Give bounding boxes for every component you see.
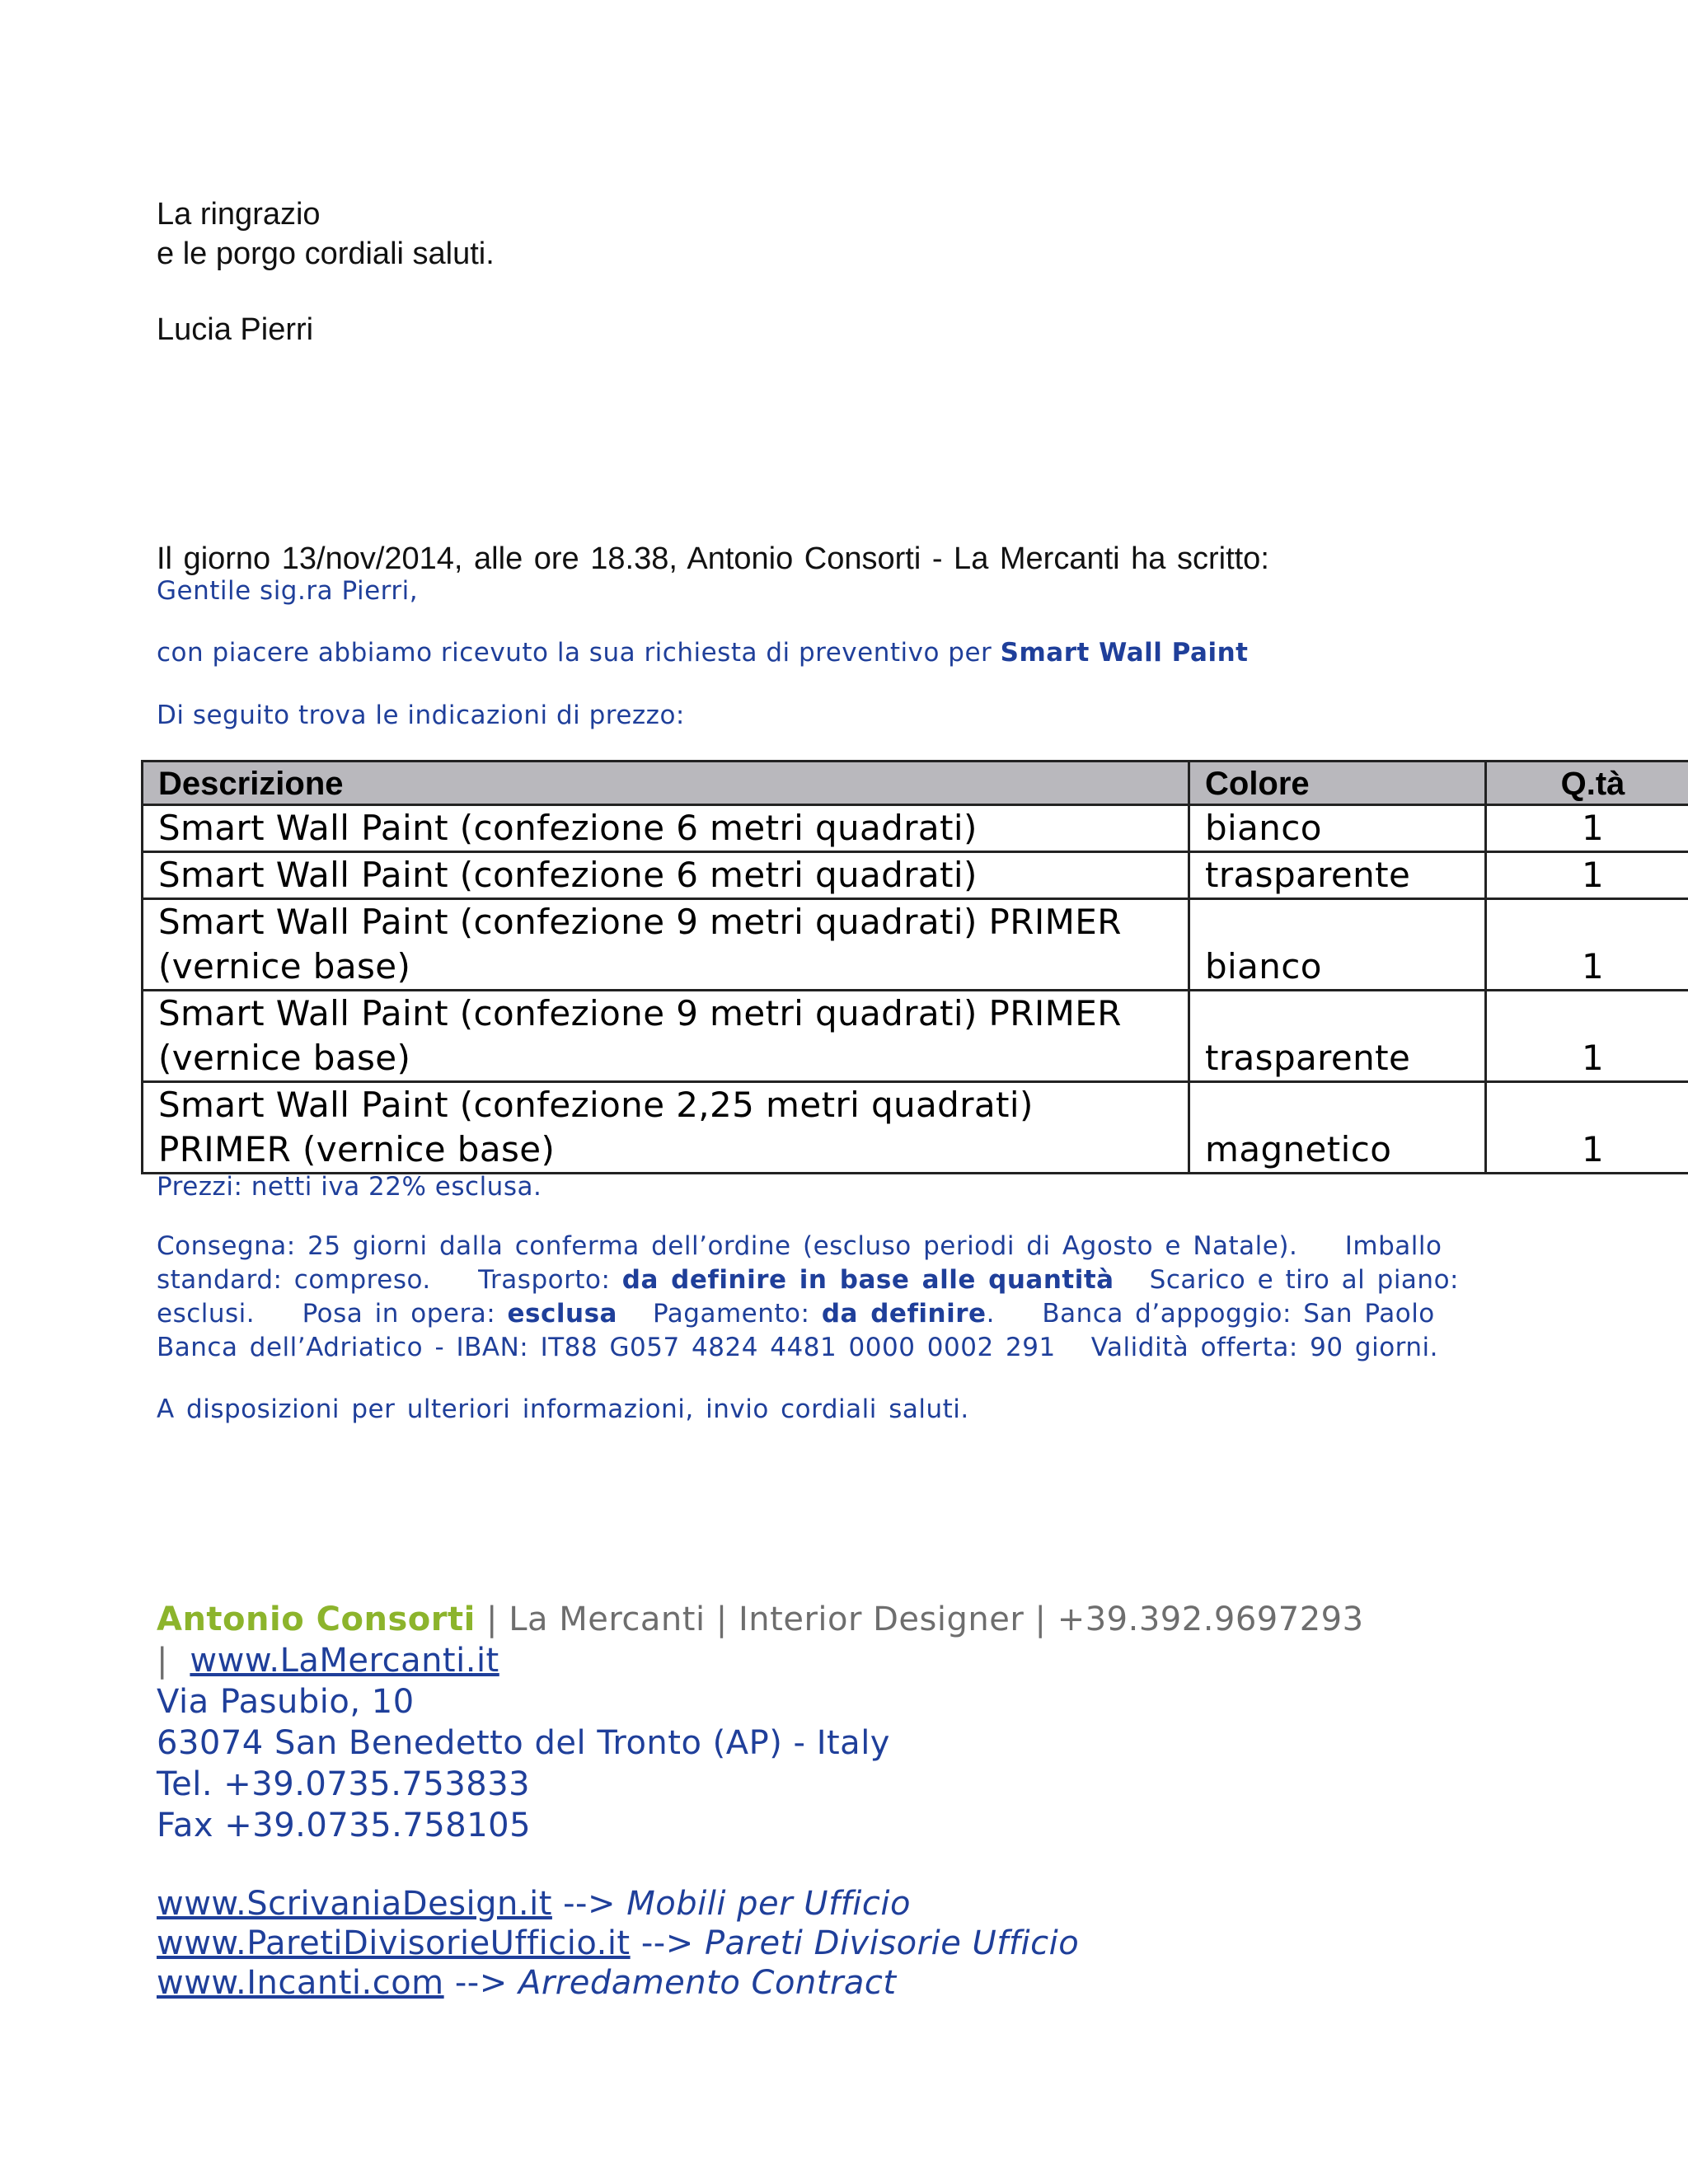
links-block — [157, 1884, 1079, 2003]
terms-closing: A disposizioni per ulteriori informazioni, invio cordiali saluti. — [157, 1394, 969, 1424]
sender-name: Antonio Consorti — [157, 1601, 476, 1638]
table-row — [143, 991, 1688, 1082]
header-quantity: Q.tà — [1486, 762, 1688, 805]
row-quantity: 1 — [1486, 899, 1688, 991]
row-quantity: 1 — [1486, 805, 1688, 852]
header-color: Colore — [1189, 762, 1486, 805]
row-description: Smart Wall Paint (confezione 9 metri quadrati) PRIMER (vernice base) — [143, 991, 1189, 1082]
terms-validity: Validità offerta: 90 giorni. — [1090, 1333, 1438, 1362]
terms-bank: Banca d’appoggio: San Paolo Banca dell’Adriatico - IBAN: IT88 G057 4824 4481 0000 0002 291 — [157, 1299, 1435, 1362]
table-row — [143, 805, 1688, 852]
terms-packaging: Imballo standard: compreso. — [157, 1231, 1442, 1295]
row-quantity: 1 — [1486, 1082, 1688, 1174]
sender-website-link[interactable]: www.LaMercanti.it — [190, 1642, 499, 1680]
link-label: Pareti Divisorie Ufficio — [704, 1924, 1080, 1962]
prices-note: Prezzi: netti iva 22% esclusa. — [157, 1172, 542, 1202]
price-table — [141, 760, 1688, 1174]
row-quantity: 1 — [1486, 852, 1688, 899]
reply-line-2: e le porgo cordiali saluti. — [157, 237, 495, 271]
quoted-intro-text: con piacere abbiamo ricevuto la sua richiesta di preventivo per — [157, 638, 992, 668]
table-header-row — [143, 762, 1688, 805]
link-url[interactable]: www.ParetiDivisorieUfficio.it — [157, 1924, 631, 1962]
link-url[interactable]: www.ScrivaniaDesign.it — [157, 1885, 552, 1923]
table-row — [143, 852, 1688, 899]
sender-line: Antonio Consorti | La Mercanti | Interior Designer | +39.392.9697293 — [157, 1601, 1364, 1638]
link-url[interactable]: www.Incanti.com — [157, 1964, 444, 2002]
sender-website-line: | www.LaMercanti.it — [157, 1642, 499, 1680]
quoted-greeting: Gentile sig.ra Pierri, — [157, 576, 419, 606]
row-color: magnetico — [1189, 1082, 1486, 1174]
header-description: Descrizione — [143, 762, 1189, 805]
reply-block — [157, 194, 495, 349]
sender-fax: Fax +39.0735.758105 — [157, 1807, 532, 1844]
row-description: Smart Wall Paint (confezione 6 metri quadrati) — [143, 852, 1189, 899]
terms-install-value: esclusa — [507, 1299, 617, 1329]
quoted-price-intro: Di seguito trova le indicazioni di prezzo: — [157, 701, 685, 730]
row-description: Smart Wall Paint (confezione 9 metri quadrati) PRIMER (vernice base) — [143, 899, 1189, 991]
terms-transport-label: Trasporto: — [478, 1265, 611, 1295]
terms-transport-value: da definire in base alle quantità — [621, 1265, 1114, 1295]
reply-line-1: La ringrazio — [157, 197, 321, 232]
link-row: www.ParetiDivisorieUfficio.it --> Pareti Divisorie Ufficio — [157, 1924, 1080, 1962]
table-row — [143, 899, 1688, 991]
row-color: trasparente — [1189, 991, 1486, 1082]
sender-address-1: Via Pasubio, 10 — [157, 1683, 415, 1721]
link-row: www.ScrivaniaDesign.it --> Mobili per Ufficio — [157, 1885, 911, 1923]
terms-payment-label: Pagamento: — [653, 1299, 810, 1329]
row-description: Smart Wall Paint (confezione 2,25 metri quadrati) PRIMER (vernice base) — [143, 1082, 1189, 1174]
quote-header: Il giorno 13/nov/2014, alle ore 18.38, Antonio Consorti - La Mercanti ha scritto: — [157, 541, 1269, 576]
sender-company: La Mercanti — [509, 1601, 706, 1638]
sender-role: Interior Designer — [738, 1601, 1025, 1638]
sender-tel: Tel. +39.0735.753833 — [157, 1765, 531, 1803]
sender-address-2: 63074 San Benedetto del Tronto (AP) - Italy — [157, 1724, 890, 1762]
terms-install-label: Posa in opera: — [302, 1299, 496, 1329]
row-description: Smart Wall Paint (confezione 6 metri quadrati) — [143, 805, 1189, 852]
link-row: www.Incanti.com --> Arredamento Contract — [157, 1964, 897, 2002]
table-row — [143, 1082, 1688, 1174]
link-label: Mobili per Ufficio — [626, 1885, 911, 1923]
terms-paragraph: Consegna: 25 giorni dalla conferma dell’ordine (escluso periodi di Agosto e Natale). Imballo standard: compreso. Trasporto: da definire in base alle quantità Scarico e tiro al piano: esclusi. Posa in opera: esclusa Pagamento: da definire. Banca d’appoggio: San Paolo Banca dell’Adriatico - IBAN: IT88 G057 4824 4481 0000 0002 291 Validità offerta: 90 giorni. — [157, 1231, 1459, 1362]
row-color: bianco — [1189, 805, 1486, 852]
quoted-intro — [157, 638, 1248, 668]
link-label: Arredamento Contract — [518, 1964, 897, 2002]
row-quantity: 1 — [1486, 991, 1688, 1082]
reply-signature: Lucia Pierri — [157, 312, 314, 347]
sender-signature — [157, 1599, 1492, 1846]
terms-payment-value: da definire — [821, 1299, 987, 1329]
terms-unloading: Scarico e tiro al piano: esclusi. — [157, 1265, 1459, 1329]
terms-delivery: Consegna: 25 giorni dalla conferma dell’ordine (escluso periodi di Agosto e Natale). — [157, 1231, 1298, 1261]
sender-phone: +39.392.9697293 — [1057, 1601, 1364, 1638]
quoted-intro-product: Smart Wall Paint — [1000, 638, 1249, 668]
row-color: trasparente — [1189, 852, 1486, 899]
row-color: bianco — [1189, 899, 1486, 991]
